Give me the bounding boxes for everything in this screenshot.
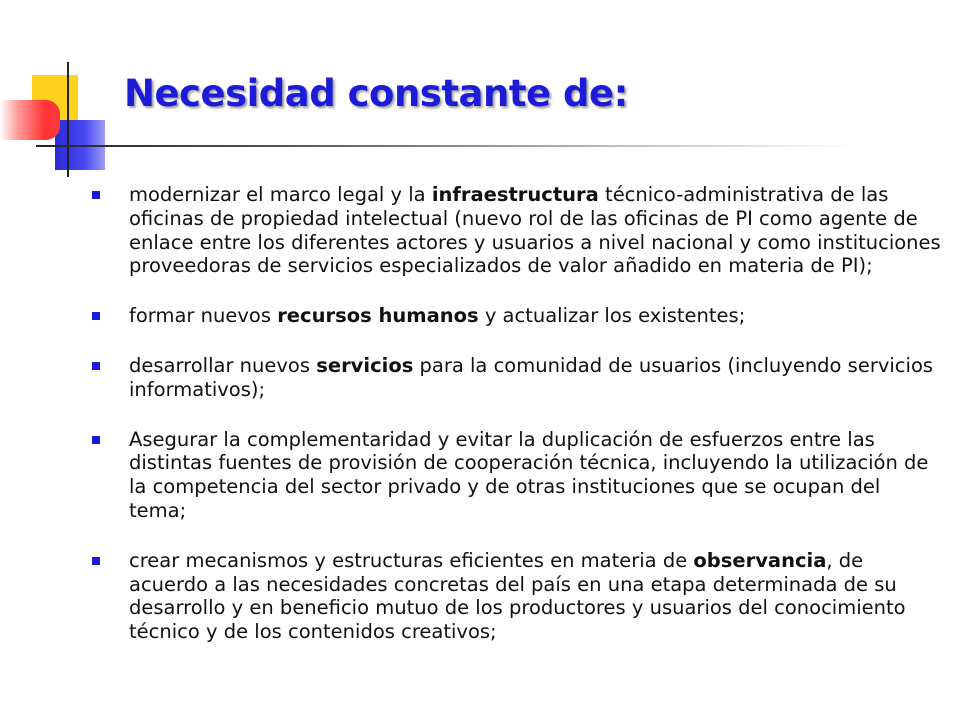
- bullet-bold-term: observancia: [693, 548, 827, 572]
- bullet-bold-term: servicios: [316, 353, 414, 377]
- decorative-horizontal-line: [36, 145, 856, 147]
- bullet-item-marco-legal: [92, 183, 942, 278]
- slide-title: Necesidad constante de:: [124, 72, 628, 115]
- square-bullet-icon: [92, 312, 100, 320]
- bullet-item-observancia: [92, 549, 942, 644]
- square-bullet-icon: [92, 362, 100, 370]
- bullet-text: [129, 354, 942, 402]
- decorative-red-bar: [0, 100, 60, 140]
- bullet-bold-term: recursos humanos: [277, 304, 479, 328]
- bullet-item-complementaridad: [92, 428, 942, 523]
- bullet-text: [129, 304, 942, 328]
- bullet-item-recursos-humanos: [92, 304, 942, 328]
- bullet-text-part: , de acuerdo a las necesidades concretas del país en una etapa determinada de su desarrollo y en beneficio mutuo de los productores y usuarios del conocimiento técnico y de los contenidos creativos;: [129, 548, 906, 644]
- bullet-text-part: para la comunidad de usuarios (incluyendo servicios informativos);: [129, 353, 934, 401]
- square-bullet-icon: [92, 436, 100, 444]
- square-bullet-icon: [92, 191, 100, 199]
- decorative-vertical-line: [67, 62, 69, 177]
- bullet-list: [92, 183, 942, 670]
- bullet-text-part: técnico-administrativa de las oficinas de propiedad intelectual (nuevo rol de las oficinas de PI como agente de enlace entre los diferentes actores y usuarios a nivel nacional y como instituciones proveedoras de servicios especializados de valor añadido en materia de PI);: [129, 183, 941, 278]
- bullet-text-part: crear mecanismos y estructuras eficientes en materia de: [129, 548, 694, 572]
- bullet-text-part: Asegurar la complementaridad y evitar la duplicación de esfuerzos entre las distintas fuentes de provisión de cooperación técnica, incluyendo la utilización de la competencia del sector privado y de otras instituciones que se ocupan del tema;: [129, 427, 929, 522]
- bullet-text: [129, 183, 942, 278]
- bullet-bold-term: infraestructura: [431, 183, 599, 206]
- bullet-item-servicios: [92, 354, 942, 402]
- square-bullet-icon: [92, 557, 100, 565]
- bullet-text-part: desarrollar nuevos: [129, 353, 317, 377]
- bullet-text: [129, 549, 942, 644]
- bullet-text-part: modernizar el marco legal y la: [129, 183, 432, 206]
- bullet-text-part: formar nuevos: [129, 304, 278, 328]
- bullet-text-part: y actualizar los existentes;: [478, 304, 746, 328]
- bullet-text: [129, 428, 942, 523]
